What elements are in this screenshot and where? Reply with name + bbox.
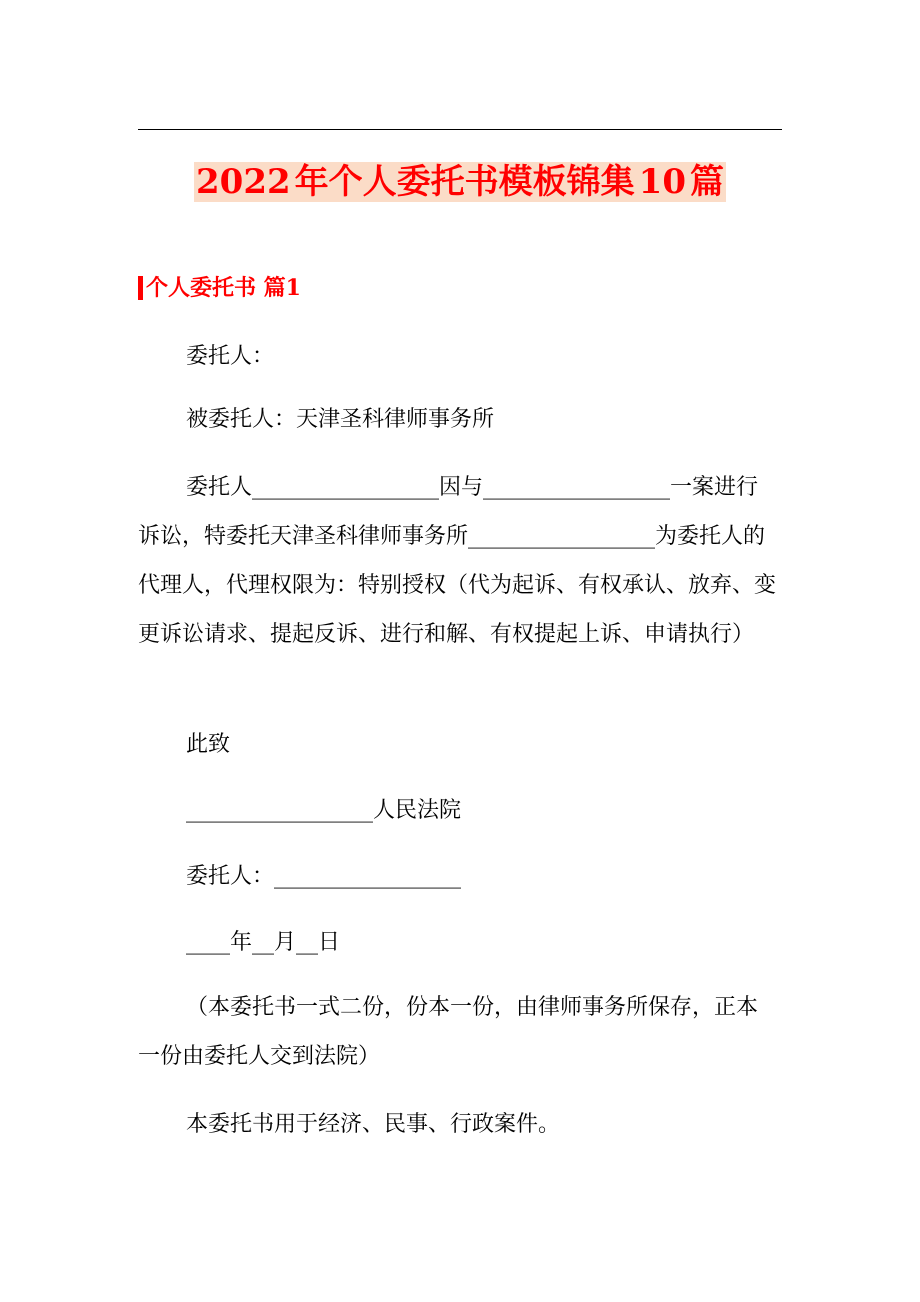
paragraph-salutation: 此致	[186, 732, 231, 757]
title-suffix: 篇	[689, 162, 724, 202]
paragraph-principal: 委托人：	[186, 344, 275, 369]
paragraph-usage: 本委托书用于经济、民事、行政案件。	[186, 1112, 561, 1137]
header-rule	[138, 129, 782, 130]
title-year: 2022	[196, 162, 291, 202]
section-heading-text: 个人委托书 篇1	[146, 275, 301, 301]
document-title	[0, 158, 920, 206]
section-heading	[138, 272, 301, 304]
paragraph-agent: 被委托人：天津圣科律师事务所	[186, 407, 495, 432]
title-count: 10	[638, 162, 686, 202]
section-marker	[138, 276, 143, 300]
paragraph-note: （本委托书一式二份，份本一份，由律师事务所保存，正本一份由委托人交到法院）	[138, 995, 759, 1069]
paragraph-court: _________________人民法院	[186, 798, 462, 823]
title-main: 年个人委托书模板锦集	[294, 162, 635, 202]
paragraph-signature: 委托人：_________________	[186, 864, 462, 889]
paragraph-date: ____年__月__日	[186, 930, 341, 955]
paragraph-body: 委托人_________________因与_________________一案进行诉讼，特委托天津圣科律师事务所_________________为委托人的代理人，代理权限为：特别授权（代为起诉、有权承认、放弃、变更诉讼请求、提起反诉、进行和解、有权提起上诉、申请执行）	[138, 475, 777, 647]
